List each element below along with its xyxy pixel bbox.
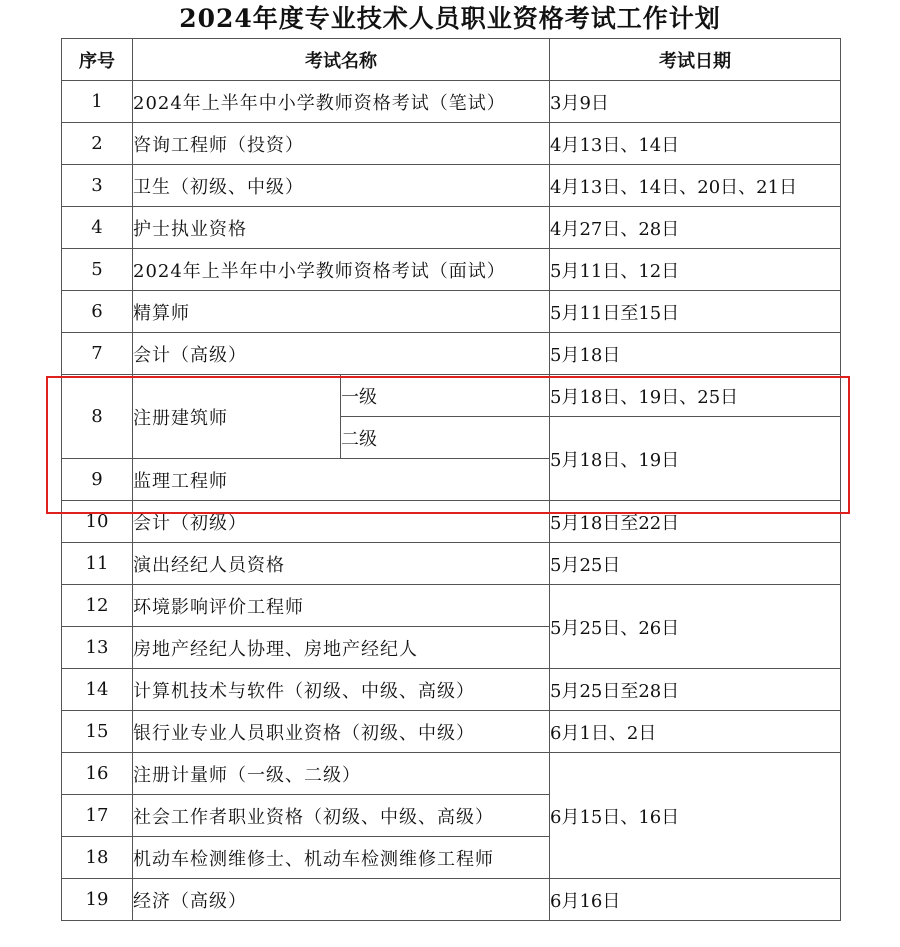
exam-date: 5月25日、26日 [550, 585, 841, 669]
row-number: 16 [62, 753, 133, 795]
exam-date: 6月16日 [550, 879, 841, 921]
table-row [62, 753, 841, 795]
table-header-row [62, 39, 841, 81]
row-number: 5 [62, 249, 133, 291]
row-number: 19 [62, 879, 133, 921]
exam-schedule-table [61, 38, 841, 921]
table-row [62, 207, 841, 249]
exam-name: 机动车检测维修士、机动车检测维修工程师 [133, 837, 550, 879]
table-row [62, 543, 841, 585]
exam-name: 经济（高级） [133, 879, 550, 921]
exam-name: 咨询工程师（投资） [133, 123, 550, 165]
row-number: 12 [62, 585, 133, 627]
header-exam-name: 考试名称 [133, 39, 550, 81]
row-number: 11 [62, 543, 133, 585]
table-row [62, 165, 841, 207]
table-row [62, 333, 841, 375]
row-number: 4 [62, 207, 133, 249]
exam-date: 3月9日 [550, 81, 841, 123]
exam-date: 4月13日、14日 [550, 123, 841, 165]
table-row [62, 123, 841, 165]
table-row [62, 879, 841, 921]
row-number: 1 [62, 81, 133, 123]
table-row [62, 375, 841, 417]
exam-name: 2024年上半年中小学教师资格考试（笔试） [133, 81, 550, 123]
row-number: 7 [62, 333, 133, 375]
row-number: 15 [62, 711, 133, 753]
exam-date: 4月27日、28日 [550, 207, 841, 249]
row-number: 18 [62, 837, 133, 879]
table-row [62, 585, 841, 627]
exam-name: 精算师 [133, 291, 550, 333]
page-title: 2024年度专业技术人员职业资格考试工作计划 [179, 4, 721, 33]
exam-date: 6月15日、16日 [550, 753, 841, 879]
exam-name: 会计（初级） [133, 501, 550, 543]
table-row [62, 711, 841, 753]
exam-name: 注册建筑师 [133, 375, 341, 459]
exam-name: 计算机技术与软件（初级、中级、高级） [133, 669, 550, 711]
table-row [62, 249, 841, 291]
row-number: 2 [62, 123, 133, 165]
header-exam-date: 考试日期 [550, 39, 841, 81]
row-number: 9 [62, 459, 133, 501]
exam-level: 二级 [341, 417, 550, 459]
exam-name: 卫生（初级、中级） [133, 165, 550, 207]
table-row [62, 501, 841, 543]
header-seq: 序号 [62, 39, 133, 81]
exam-date: 5月18日、19日、25日 [550, 375, 841, 417]
exam-name: 护士执业资格 [133, 207, 550, 249]
row-number: 8 [62, 375, 133, 459]
exam-date: 5月25日至28日 [550, 669, 841, 711]
exam-name: 环境影响评价工程师 [133, 585, 550, 627]
exam-date: 6月1日、2日 [550, 711, 841, 753]
row-number: 6 [62, 291, 133, 333]
exam-date: 5月18日至22日 [550, 501, 841, 543]
exam-date: 5月25日 [550, 543, 841, 585]
exam-name: 注册计量师（一级、二级） [133, 753, 550, 795]
row-number: 10 [62, 501, 133, 543]
row-number: 14 [62, 669, 133, 711]
exam-name: 社会工作者职业资格（初级、中级、高级） [133, 795, 550, 837]
exam-date: 5月11日至15日 [550, 291, 841, 333]
exam-date: 5月18日 [550, 333, 841, 375]
exam-name: 银行业专业人员职业资格（初级、中级） [133, 711, 550, 753]
table-row [62, 669, 841, 711]
exam-date: 4月13日、14日、20日、21日 [550, 165, 841, 207]
exam-level: 一级 [341, 375, 550, 417]
exam-name: 2024年上半年中小学教师资格考试（面试） [133, 249, 550, 291]
row-number: 3 [62, 165, 133, 207]
row-number: 17 [62, 795, 133, 837]
table-row [62, 81, 841, 123]
exam-date: 5月11日、12日 [550, 249, 841, 291]
exam-date: 5月18日、19日 [550, 417, 841, 501]
exam-name: 会计（高级） [133, 333, 550, 375]
exam-name: 监理工程师 [133, 459, 550, 501]
row-number: 13 [62, 627, 133, 669]
table-row [62, 291, 841, 333]
exam-name: 房地产经纪人协理、房地产经纪人 [133, 627, 550, 669]
exam-name: 演出经纪人员资格 [133, 543, 550, 585]
